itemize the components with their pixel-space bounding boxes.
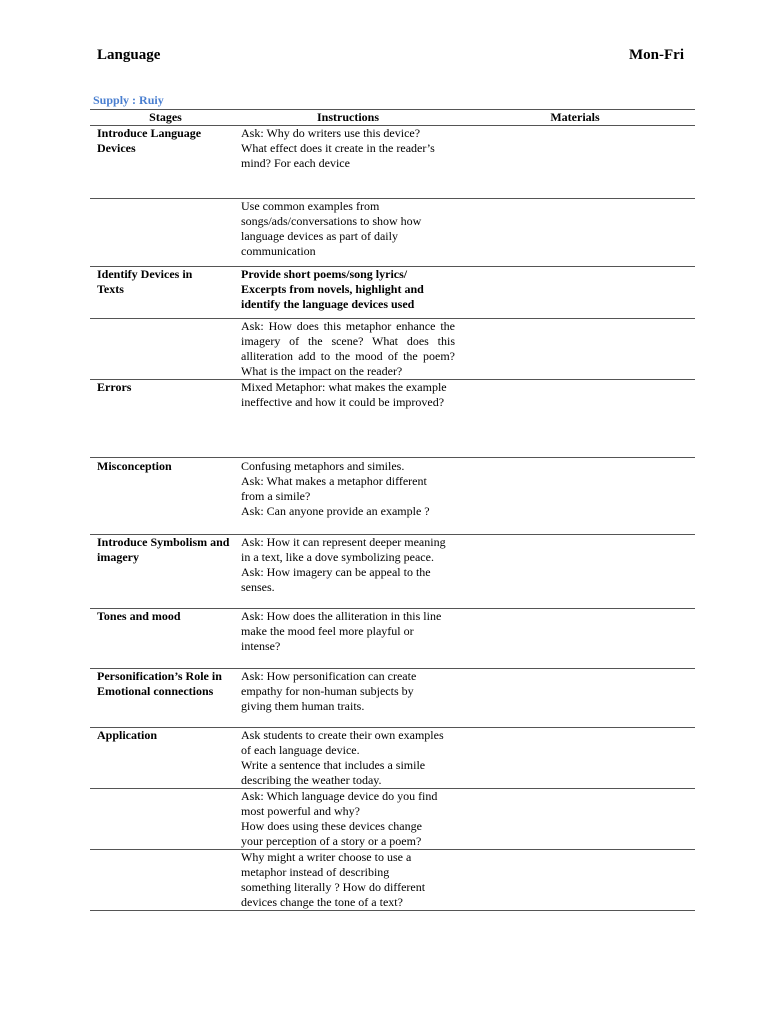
- instructions-cell: Use common examples from songs/ads/conversations to show how language devices as part of daily communication: [241, 199, 455, 267]
- schedule-days: Mon-Fri: [629, 47, 684, 63]
- materials-cell: [455, 669, 695, 728]
- instructions-cell: Ask: How personification can create empathy for non-human subjects by giving them human traits.: [241, 669, 455, 728]
- instructions-cell: Ask: How it can represent deeper meaning in a text, like a dove symbolizing peace. Ask: How imagery can be appeal to the senses.: [241, 535, 455, 609]
- instructions-cell: Ask: Why do writers use this device? What effect does it create in the reader’s mind? For each device: [241, 126, 455, 199]
- materials-cell: [455, 319, 695, 380]
- table-row: [90, 669, 695, 728]
- column-header-materials: Materials: [455, 110, 695, 126]
- table-row: [90, 789, 695, 850]
- instructions-cell: Mixed Metaphor: what makes the example ineffective and how it could be improved?: [241, 380, 455, 458]
- stage-cell: Identify Devices in Texts: [90, 267, 241, 319]
- table-row: [90, 458, 695, 535]
- materials-cell: [455, 380, 695, 458]
- materials-cell: [455, 458, 695, 535]
- table-row: [90, 728, 695, 789]
- instructions-cell: Ask students to create their own examples of each language device. Write a sentence that includes a simile describing the weather today.: [241, 728, 455, 789]
- stage-cell: [90, 789, 241, 850]
- table-row: [90, 609, 695, 669]
- supply-teacher: Supply : Ruiy: [93, 93, 164, 107]
- stage-cell: [90, 199, 241, 267]
- instructions-cell: Provide short poems/song lyrics/ Excerpts from novels, highlight and identify the language devices used: [241, 267, 455, 319]
- materials-cell: [455, 126, 695, 199]
- materials-cell: [455, 850, 695, 911]
- materials-cell: [455, 609, 695, 669]
- column-header-instructions: Instructions: [241, 110, 455, 126]
- materials-cell: [455, 199, 695, 267]
- materials-cell: [455, 267, 695, 319]
- materials-cell: [455, 728, 695, 789]
- stage-cell: [90, 319, 241, 380]
- stage-cell: Introduce Symbolism and imagery: [90, 535, 241, 609]
- column-header-stages: Stages: [90, 110, 241, 126]
- materials-cell: [455, 535, 695, 609]
- lesson-plan-table: [90, 109, 695, 911]
- page-title: Language: [97, 47, 161, 63]
- table-row: [90, 126, 695, 199]
- table-row: [90, 319, 695, 380]
- table-row: [90, 535, 695, 609]
- stage-cell: Introduce Language Devices: [90, 126, 241, 199]
- instructions-cell: Ask: How does this metaphor enhance the imagery of the scene? What does this alliteration add to the mood of the poem? What is the impact on the reader?: [241, 319, 455, 378]
- instructions-cell: Confusing metaphors and similes. Ask: What makes a metaphor different from a simile? Ask: Can anyone provide an example ?: [241, 458, 455, 535]
- table-row: [90, 380, 695, 458]
- table-row: [90, 267, 695, 319]
- stage-cell: Personification’s Role in Emotional connections: [90, 669, 241, 728]
- stage-cell: Application: [90, 728, 241, 789]
- instructions-cell: Ask: Which language device do you find most powerful and why? How does using these devices change your perception of a story or a poem?: [241, 789, 455, 850]
- table-row: [90, 199, 695, 267]
- stage-cell: Misconception: [90, 458, 241, 535]
- stage-cell: Errors: [90, 380, 241, 458]
- stage-cell: Tones and mood: [90, 609, 241, 669]
- stage-cell: [90, 850, 241, 911]
- table-row: [90, 850, 695, 911]
- materials-cell: [455, 789, 695, 850]
- table-header-row: [90, 110, 695, 126]
- instructions-cell: Why might a writer choose to use a metaphor instead of describing something literally ? How do different devices change the tone of a text?: [241, 850, 455, 911]
- instructions-cell: Ask: How does the alliteration in this line make the mood feel more playful or intense?: [241, 609, 455, 669]
